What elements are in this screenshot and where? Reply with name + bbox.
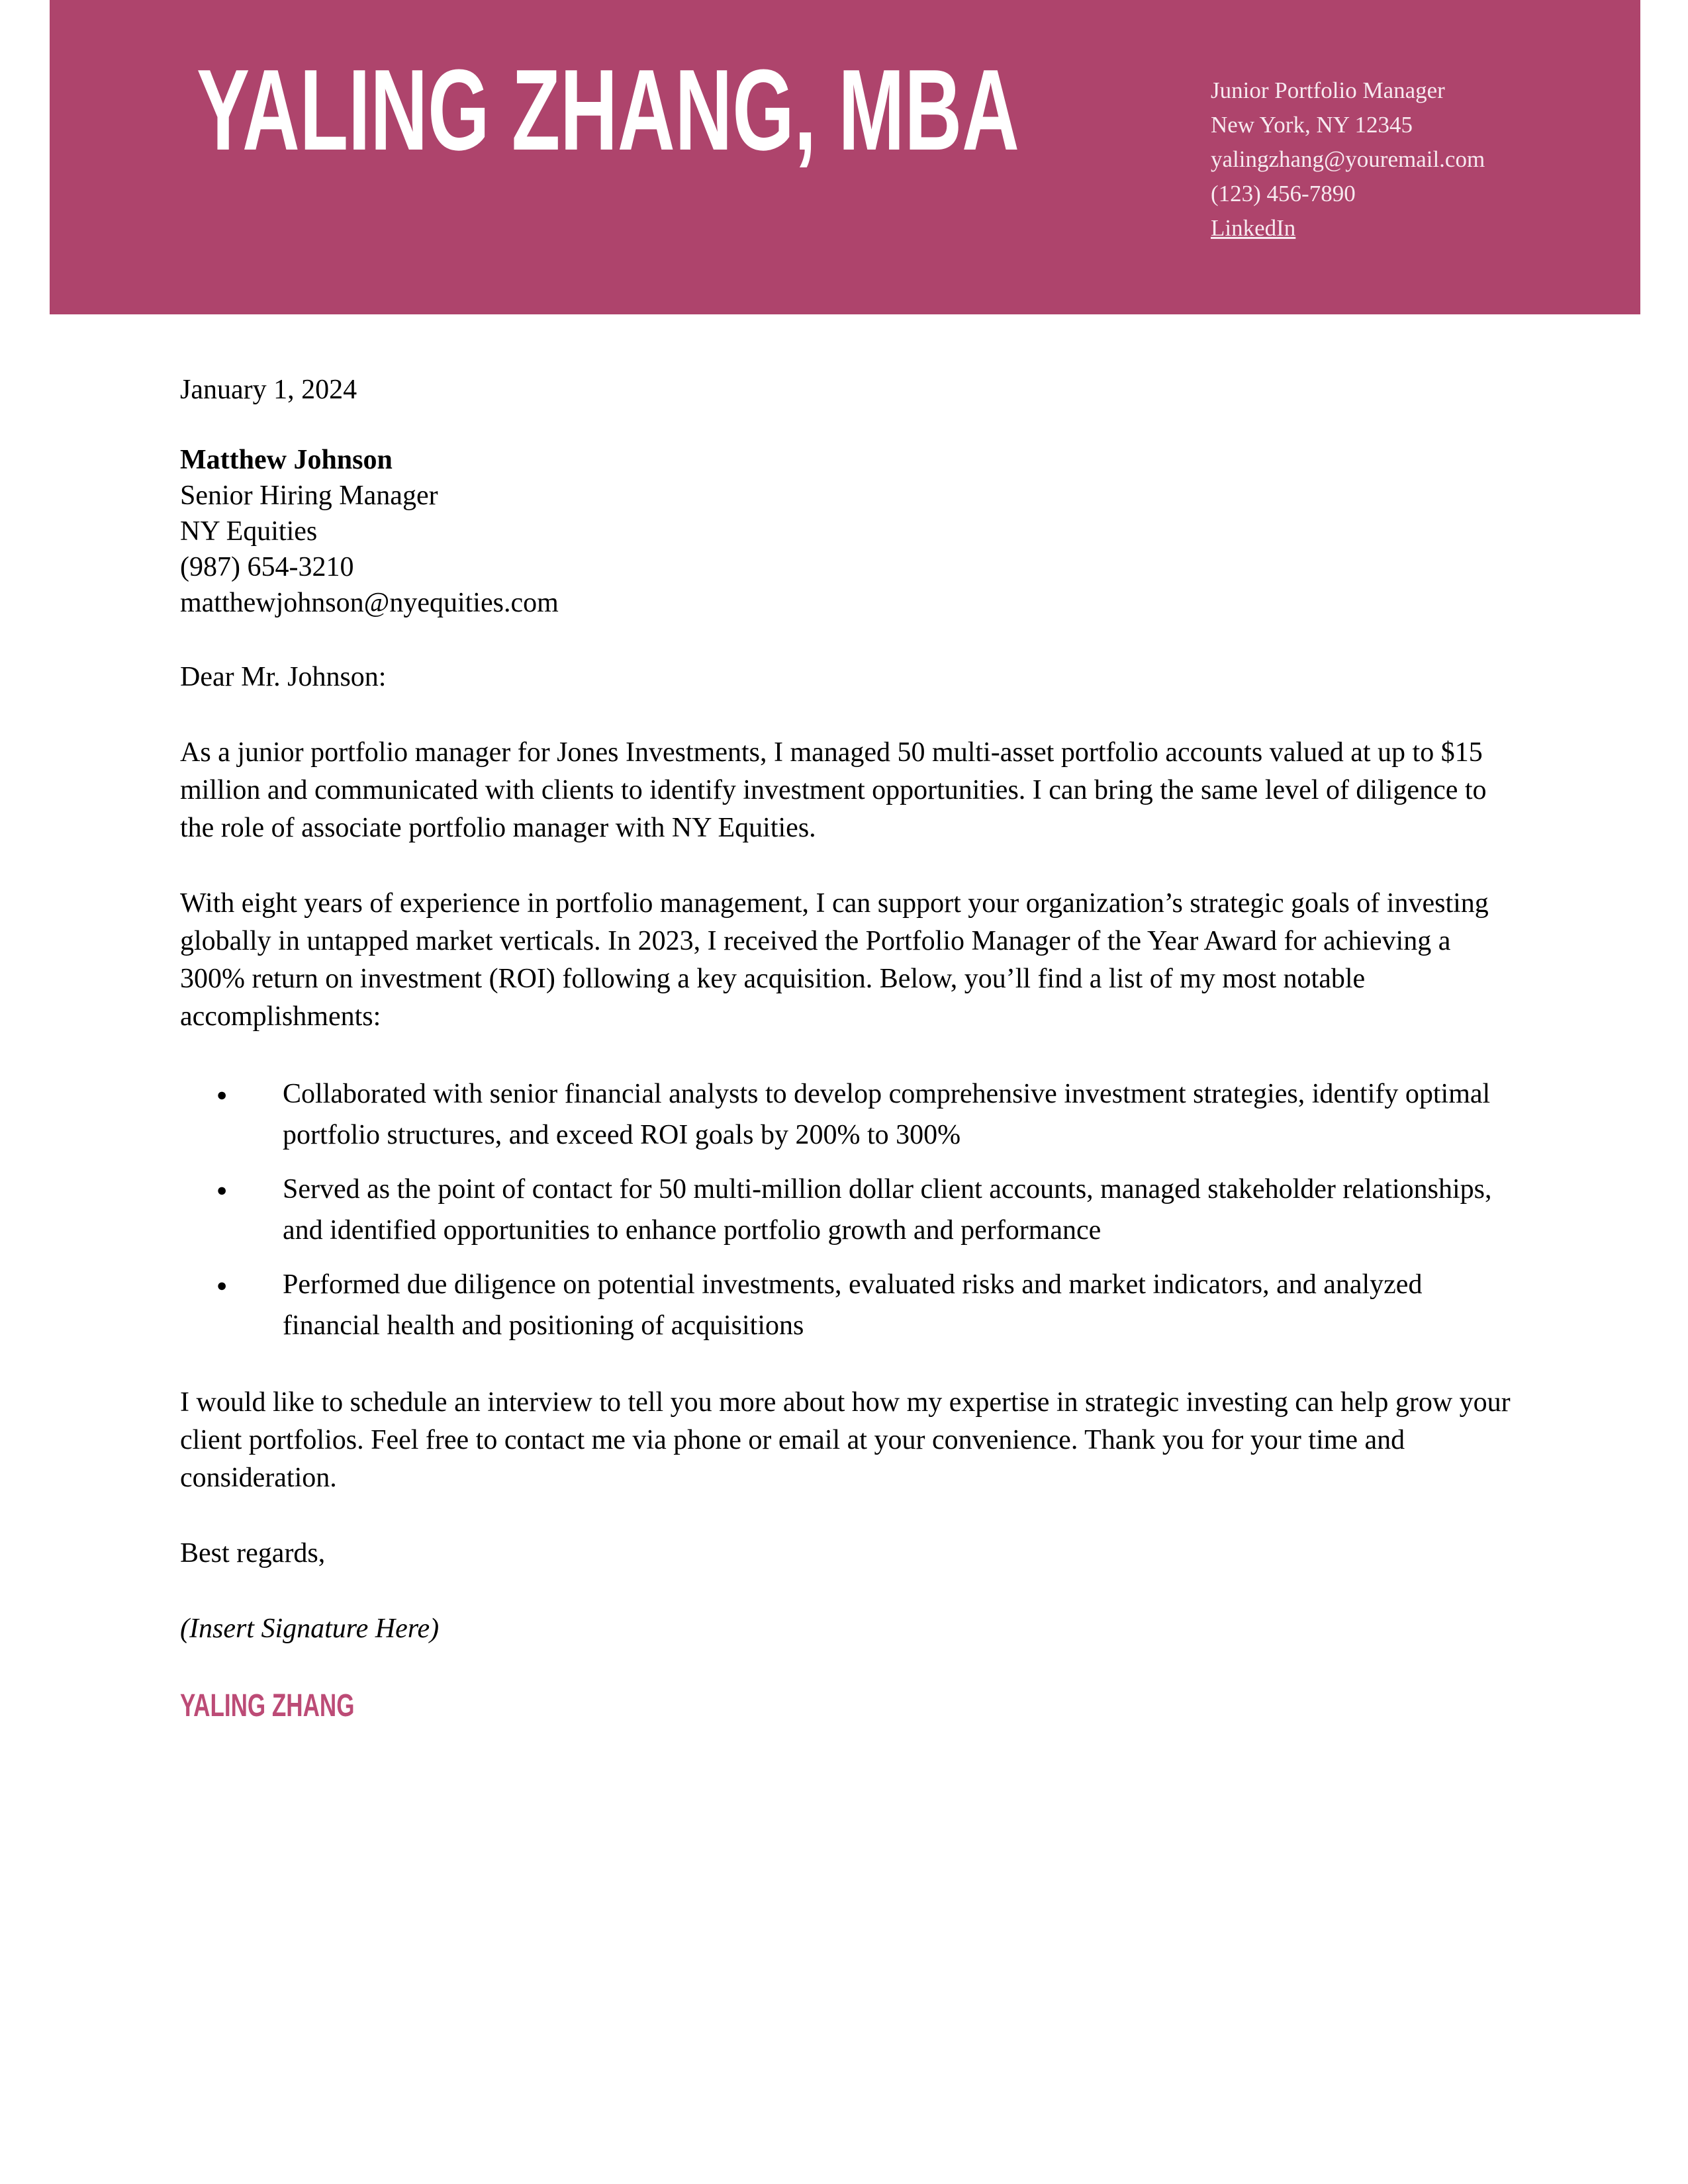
contact-location: New York, NY 12345 — [1211, 112, 1413, 138]
header-banner — [50, 0, 1640, 314]
recipient-name: Matthew Johnson — [180, 445, 393, 475]
accomplishment-item: ● Served as the point of contact for 50 multi-million dollar client accounts, managed stakeholder relationships, and identified opportunities to enhance portfolio growth and performance — [180, 1169, 1514, 1251]
recipient-title: Senior Hiring Manager — [180, 480, 438, 511]
paragraph-closing: I would like to schedule an interview to tell you more about how my expertise in strategic investing can help grow your client portfolios. Feel free to contact me via phone or email at your convenience. Thank you for your time and consideration. — [180, 1387, 1511, 1493]
accomplishment-item: ● Collaborated with senior financial analysts to develop comprehensive investment strategies, identify optimal portfolio structures, and exceed ROI goals by 200% to 300% — [180, 1073, 1514, 1156]
recipient-company: NY Equities — [180, 516, 318, 547]
recipient-block — [180, 442, 1514, 621]
accomplishments-list — [180, 1073, 1514, 1346]
header-contact-block — [1211, 73, 1485, 246]
paragraph-intro: As a junior portfolio manager for Jones Investments, I managed 50 multi-asset portfolio accounts valued at up to $15 million and communicated with clients to identify investment opportunities. I can bring the same level of diligence to the role of associate portfolio manager with NY Equities. — [180, 737, 1487, 843]
linkedin-link[interactable]: LinkedIn — [1211, 215, 1296, 241]
signoff: Best regards, — [180, 1538, 326, 1569]
accomplishment-item: ● Performed due diligence on potential investments, evaluated risks and market indicators, and analyzed financial health and positioning of acquisitions — [180, 1264, 1514, 1346]
salutation: Dear Mr. Johnson: — [180, 662, 387, 692]
signature-name: YALING ZHANG — [180, 1688, 355, 1723]
contact-linkedin-line — [1211, 211, 1485, 246]
contact-job-title: Junior Portfolio Manager — [1211, 77, 1445, 103]
recipient-phone: (987) 654-3210 — [180, 552, 354, 582]
letter-date: January 1, 2024 — [180, 375, 357, 405]
contact-email: yalingzhang@youremail.com — [1211, 146, 1485, 172]
candidate-name: YALING ZHANG, MBA — [197, 45, 1019, 174]
letter-body — [180, 371, 1514, 1727]
signature-placeholder: (Insert Signature Here) — [180, 1614, 440, 1644]
recipient-email: matthewjohnson@nyequities.com — [180, 588, 559, 618]
contact-phone: (123) 456-7890 — [1211, 181, 1356, 206]
paragraph-experience: With eight years of experience in portfolio management, I can support your organization’s strategic goals of investing globally in untapped market verticals. In 2023, I received the Portfolio Manager of the Year Award for achieving a 300% return on investment (ROI) following a key acquisition. Below, you’ll find a list of my most notable accomplishments: — [180, 888, 1489, 1032]
